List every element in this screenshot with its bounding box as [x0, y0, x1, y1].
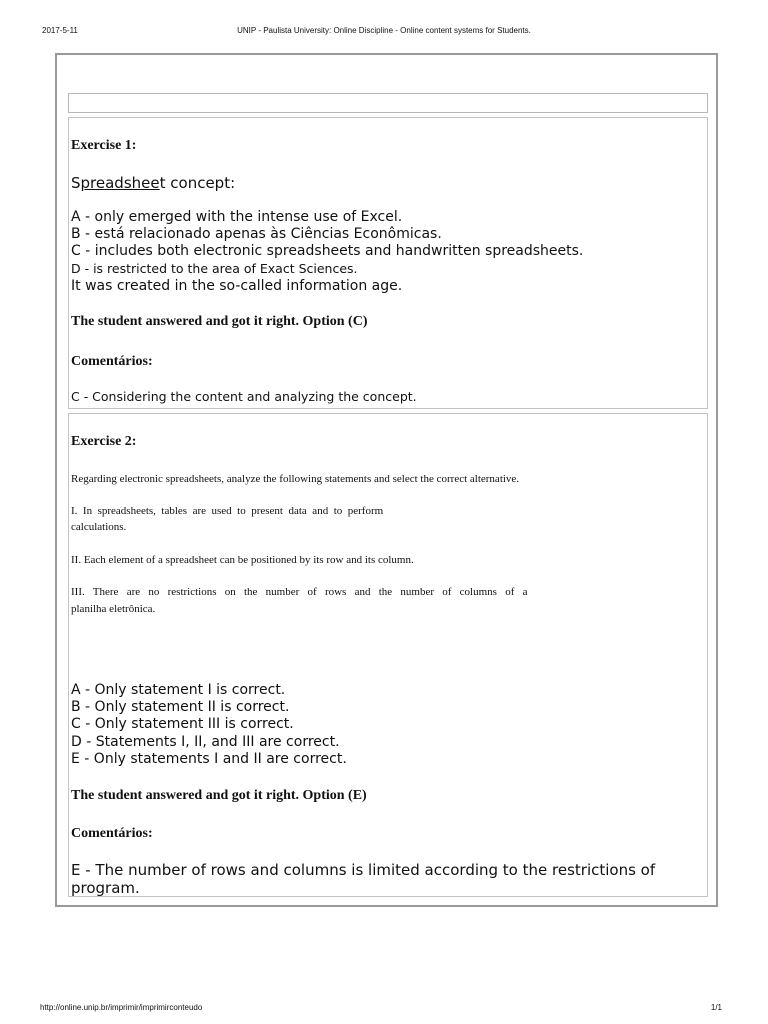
- exercise-2-comments-label: Comentários:: [71, 826, 153, 841]
- exercise-1-option-b: B - está relacionado apenas às Ciências Econômicas.: [71, 226, 442, 242]
- exercise-1-comment: C - Considering the content and analyzing the concept.: [71, 389, 417, 404]
- exercise-1-card: [68, 117, 708, 409]
- exercise-1-option-c: C - includes both electronic spreadsheets and handwritten spreadsheets.: [71, 243, 584, 259]
- exercise-2-comment-line-1: E - The number of rows and columns is limited according to the restrictions of: [71, 861, 656, 879]
- exercise-2-option-c: C - Only statement III is correct.: [71, 716, 294, 732]
- exercise-2-result: The student answered and got it right. Option (E): [71, 788, 367, 803]
- print-header: [0, 26, 768, 40]
- exercise-1-option-e: It was created in the so-called information age.: [71, 278, 403, 294]
- print-footer: [0, 1003, 768, 1017]
- exercise-1-comments-label: Comentários:: [71, 354, 153, 369]
- statement-3-line-2: planilha eletrônica.: [71, 603, 156, 615]
- empty-header-box: [68, 93, 708, 113]
- exercise-1-result: The student answered and got it right. Option (C): [71, 314, 368, 329]
- print-url: http://online.unip.br/imprimir/imprimirconteudo: [40, 1003, 203, 1012]
- statement-3-line-1: III. There are no restrictions on the number of rows and the number of columns of a: [71, 586, 528, 598]
- exercise-2-card: [68, 413, 708, 897]
- exercise-2-heading: Exercise 2:: [71, 434, 137, 449]
- exercise-1-question: Spreadsheet concept:: [71, 174, 236, 192]
- print-title: UNIP - Paulista University: Online Discipline - Online content systems for Students.: [237, 26, 531, 35]
- print-date: 2017-5-11: [42, 26, 78, 35]
- exercise-2-option-a: A - Only statement I is correct.: [71, 682, 286, 698]
- page-number: 1/1: [710, 1003, 722, 1012]
- exercise-1-option-a: A - only emerged with the intense use of Excel.: [71, 209, 403, 225]
- exercise-2-option-e: E - Only statements I and II are correct.: [71, 751, 347, 767]
- underlined-term: preadshee: [80, 174, 160, 192]
- exercise-1-heading: Exercise 1:: [71, 138, 137, 153]
- statement-1-line-1: I. In spreadsheets, tables are used to present data and to perform: [71, 505, 384, 517]
- exercise-2-option-b: B - Only statement II is correct.: [71, 699, 290, 715]
- exercise-1-option-d: D - is restricted to the area of Exact Sciences.: [71, 261, 358, 276]
- statement-1-line-2: calculations.: [71, 521, 127, 533]
- exercise-2-comment-line-2: program.: [71, 879, 140, 897]
- statement-2: II. Each element of a spreadsheet can be positioned by its row and its column.: [71, 554, 414, 566]
- exercise-2-option-d: D - Statements I, II, and III are correct.: [71, 734, 340, 750]
- exercise-2-intro: Regarding electronic spreadsheets, analyze the following statements and select the correct alternative.: [71, 473, 520, 485]
